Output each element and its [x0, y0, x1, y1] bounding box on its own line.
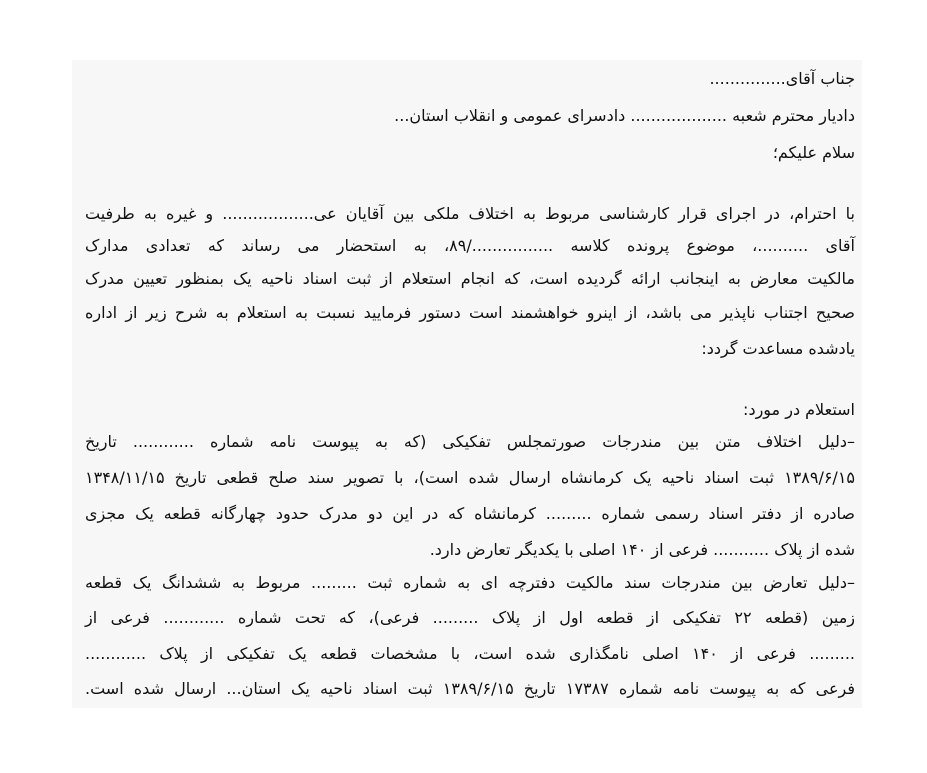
- greeting-line: سلام علیکم؛: [772, 143, 855, 162]
- inquiry-item-line: فرعی که به پیوست نامه شماره ۱۷۳۸۷ تاریخ ۱۳۸۹/۶/۱۵ ثبت اسناد ناحیه یک استان... ارسال شده است.: [85, 679, 856, 698]
- intro-line: صحیح اجتناب ناپذیر می باشد، از اینرو خواهشمند است دستور فرمایید نسبت به استعلام به شرح زیر از اداره: [85, 303, 855, 322]
- intro-line: با احترام، در اجرای قرار کارشناسی مربوط به اختلاف ملکی بین آقایان عی.................. و غیره به طرفیت: [85, 204, 855, 223]
- inquiry-item-line: –دلیل تعارض بین مندرجات سند مالکیت دفترچه ای به شماره ثبت ......... مربوط به ششدانگ یک قطعه: [85, 573, 855, 592]
- inquiry-item-line: ......... فرعی از ۱۴۰ اصلی نامگذاری شده است، با مشخصات قطعه یک تفکیکی از پلاک ............: [85, 644, 856, 663]
- inquiry-item-line: شده از پلاک ........... فرعی از ۱۴۰ اصلی با یکدیگر تعارض دارد.: [429, 540, 855, 559]
- inquiry-heading: استعلام در مورد:: [743, 400, 855, 419]
- prosecutor-line: دادیار محترم شعبه ................... دادسرای عمومی و انقلاب استان...: [394, 106, 855, 125]
- inquiry-item-line: –دلیل اختلاف متن بین مندرجات صورتمجلس تفکیکی (که به پیوست نامه شماره ............ تاریخ: [85, 432, 855, 451]
- intro-line: مالکیت معارض به اینجانب ارائه گردیده است، که انجام استعلام از ثبت اسناد ناحیه یک بمنظور تعیین مدرک: [85, 269, 855, 288]
- addressee-line: جناب آقای...............: [709, 69, 855, 88]
- inquiry-item-line: ۱۳۸۹/۶/۱۵ ثبت اسناد ناحیه یک کرمانشاه ارسال شده است)، با تصویر سند صلح قطعی تاریخ ۱۳۴۸/۱۱/۱۵: [85, 468, 855, 487]
- intro-line: یادشده مساعدت گردد:: [701, 339, 855, 358]
- intro-line: آقای ..........، موضوع پرونده کلاسه ................/۸۹، به استحضار می رساند که تعدادی مدارک: [85, 236, 855, 255]
- inquiry-item-line: صادره از دفتر اسناد رسمی شماره ......... کرمانشاه که در این دو مدرک حدود چهارگانه قطعه یک مجزی: [85, 504, 855, 523]
- inquiry-item-line: زمین (قطعه ۲۲ تفکیکی از قطعه اول از پلاک ......... فرعی)، که تحت شماره ............ فرعی از: [85, 608, 856, 627]
